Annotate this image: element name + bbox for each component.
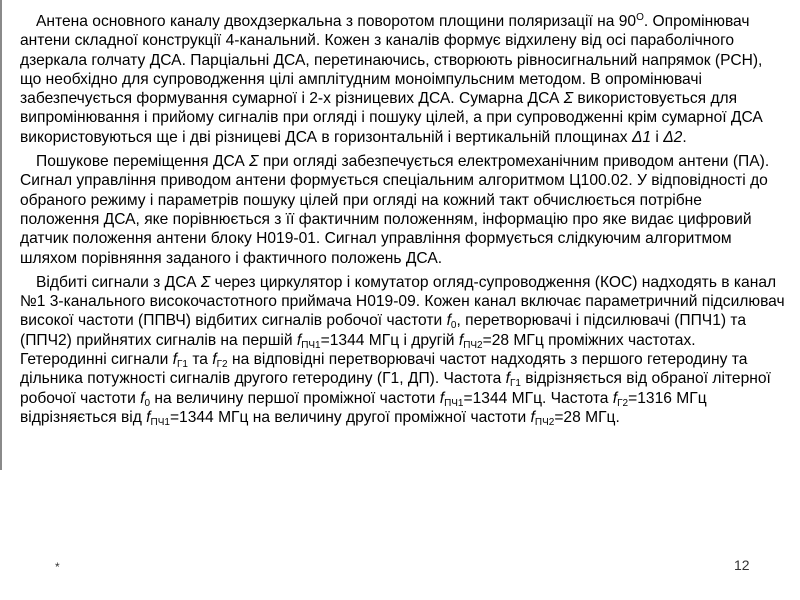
freq-symbol: f <box>530 408 535 426</box>
text-run: через циркулятор і комутатор огляд-супроводження (КОС) надходять в канал №1 3-канального високочастотного приймача Н019-09. Кожен канал включає параметричний підсилювач високої частоти (ППВЧ) відбитих сигналів робочої частоти <box>20 273 785 330</box>
sigma-symbol: Σ <box>563 90 574 108</box>
sigma-symbol: Σ <box>200 273 211 291</box>
text-run: =1344 МГц. Частота <box>463 389 613 407</box>
text-run: =1316 МГц відрізняється від <box>20 389 707 426</box>
freq-symbol: f <box>296 331 302 349</box>
subscript: Г2 <box>216 359 228 371</box>
freq-symbol: f <box>140 389 145 407</box>
text-run: . <box>682 128 687 146</box>
freq-symbol: f <box>612 389 618 407</box>
freq-symbol: f <box>458 331 464 349</box>
subscript: ПЧ1 <box>150 416 170 428</box>
subscript: ПЧ2 <box>534 416 555 428</box>
freq-symbol: f <box>446 312 451 330</box>
sigma-symbol: Σ <box>249 153 259 171</box>
text-run: Відбиті сигнали з ДСА <box>36 273 201 291</box>
footer-marker: * <box>55 560 60 574</box>
freq-symbol: f <box>212 351 217 369</box>
paragraph-antenna <box>20 12 785 147</box>
text-run: Антена основного каналу двохдзеркальна з поворотом площини поляризації на 90 <box>36 13 637 30</box>
text-run: і <box>651 128 664 146</box>
text-run: та <box>187 351 213 369</box>
text-run: =28 МГц. <box>554 408 620 426</box>
page-number: 12 <box>734 557 750 573</box>
paragraph-receiver <box>20 273 785 427</box>
freq-symbol: f <box>505 370 510 388</box>
text-run: при огляді забезпечується електромеханічним приводом антени (ПА). Сигнал управління приводом антени формується спеціальним алгоритмом Ц100.02. У відповідності до обраного режиму і параметрів пошуку цілей при огляді на кожний такт обчислюється потрібне положення ДСА, яке порівнюється з її фактичним положенням, інформацію про яке видає цифровий датчик положення антени блоку Н019-01. Сигнал управління формується слідкуючим алгоритмом шляхом порівняння заданого і фактичного положень ДСА. <box>20 153 770 267</box>
freq-symbol: f <box>439 389 445 407</box>
freq-symbol: f <box>146 408 151 426</box>
subscript: 0 <box>450 320 457 332</box>
text-run: використовується для випромінювання і прийому сигналів при огляді і пошуку цілей, а при супроводженні крім сумарної ДСА використовуються ще і дві різницеві ДСА в горизонтальній і вертикальній площинах <box>20 90 763 146</box>
subscript: ПЧ2 <box>463 339 483 351</box>
subscript: ПЧ1 <box>444 397 464 409</box>
delta1-symbol: Δ1 <box>631 128 652 146</box>
superscript: О <box>636 12 644 23</box>
slide-body <box>20 12 785 432</box>
paragraph-search <box>20 152 785 268</box>
text-run: . Опромінювач антени складної конструкції 4-канальний. Кожен з каналів формує відхилену від осі параболічного дзеркала голчату ДСА. Парціальні ДСА, перетинаючись, створюють рівносигнальний напрямок (РСН), що необхідно для супроводження цілі амплітудним моноімпульсним методом. В опромінювачі забезпечується формування сумарної і 2-х різницевих ДСА. Сумарна ДСА <box>20 13 763 108</box>
subscript: 0 <box>144 397 151 409</box>
text-run: =28 МГц проміжних частотах. Гетеродинні сигнали <box>20 331 696 369</box>
text-run: відрізняється від обраної літерної робочої частоти <box>20 370 771 407</box>
text-run: =1344 МГц і другій <box>320 331 459 349</box>
text-run: Пошукове переміщення ДСА <box>36 153 250 171</box>
subscript: ПЧ1 <box>301 339 321 351</box>
text-run: , перетворювачі і підсилювачі (ППЧ1) та (ППЧ2) прийнятих сигналів на першій <box>20 312 747 349</box>
subscript: Г1 <box>177 359 188 371</box>
text-run: на величину першої проміжної частоти <box>150 389 440 407</box>
subscript: Г2 <box>617 397 629 409</box>
text-run: =1344 МГц на величину другої проміжної частоти <box>169 408 531 426</box>
subscript: Г1 <box>509 378 521 390</box>
left-divider <box>0 0 2 470</box>
text-run: на відповідні перетворювачі частот надходять з першого гетеродину та дільника потужності сигналів другого гетеродину (Г1, ДП). Частота <box>20 351 748 388</box>
delta2-symbol: Δ2 <box>663 128 683 146</box>
freq-symbol: f <box>172 351 177 369</box>
